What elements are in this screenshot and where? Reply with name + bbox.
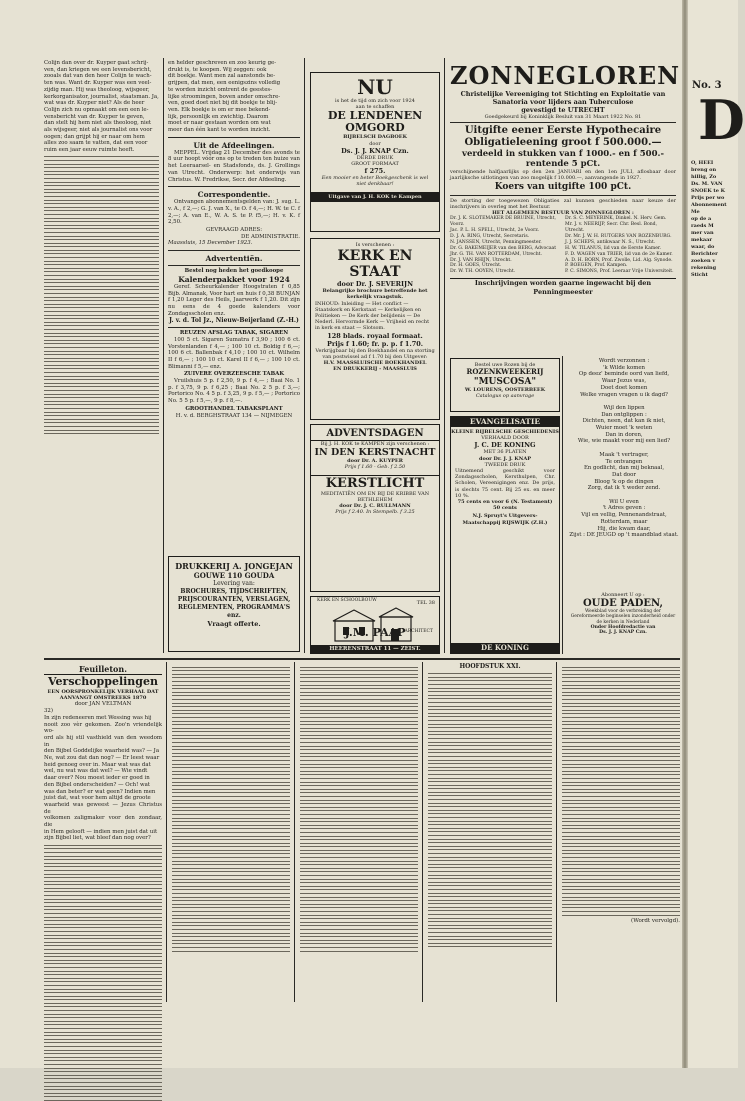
board-member: Dr. S. C. MEYERINK, Dinkel. N. Herv. Gem. [565, 216, 667, 222]
text-line: ten was. Want dr. Kuyper was een veel- [44, 80, 152, 87]
correspondentie-heading: Correspondentie. [197, 190, 271, 200]
jongejan-address: GOUWE 110 GOUDA [193, 571, 275, 580]
poem-line: Wijl den lippen [603, 404, 645, 411]
rozen-title2: "MUSCOSA" [473, 376, 537, 387]
feuilleton-line: Ne, wat zou dat dan nog? — Er leest waar [44, 755, 160, 762]
next-page-snippet: hillig, Zo [691, 174, 717, 180]
poem-line: Dan ontglippen : [601, 411, 647, 418]
text-line: dit boekje. Want men zal aanstonds be- [168, 73, 276, 80]
kalender-intro: Bestel nog heden het goedkoope [184, 268, 284, 275]
kerstlicht-desc: MEDITATIËN OM EN BIJ DE KRIBBE VAN BETHLEHEM [320, 490, 430, 503]
feuilleton-author: door JAN VELTMAN [74, 701, 132, 708]
rozen-name: W. LOURENS, OOSTERBEEK [464, 387, 546, 394]
poem-line: Wuier moet 'k weten [595, 425, 653, 432]
feuilleton-line: In zijn redeneeren met Wessing was hij [44, 714, 152, 721]
paap-tel: TEL 38 [416, 600, 435, 606]
poem-line: Welke vragen vragen u ik dagd? [580, 391, 668, 398]
advent-title: IN DEN KERSTNACHT [314, 447, 436, 459]
poem-line: Wil U even [609, 498, 639, 505]
text-line: moet er naar gestaan worden om wat [168, 120, 271, 127]
nu-sub: BIJBELSCH DAGBOEK [343, 134, 407, 141]
jongejan-name: DRUKKERIJ A. JONGEJAN [175, 561, 293, 571]
column-1-text [44, 60, 159, 650]
feuilleton-line: daar over? Nou moest ieder er goed in [44, 775, 150, 782]
text-line: lijke stroomingen, boven ander omschre- [168, 93, 281, 100]
zonnegloren-ad [450, 61, 681, 352]
poem-line: Rotterdam, maar [600, 518, 648, 525]
board-member: Jac. P. L. H. SPELL, Utrecht, 2e Voorz. [450, 228, 540, 234]
zonnegloren-rate: rentende 5 pCt. [525, 159, 601, 170]
kerstlicht-price: Prijs f 2.40. In Stempelb. f 3.25 [335, 509, 415, 516]
feuilleton-line: heid genoeg over in. Maar wat was dat [44, 761, 151, 768]
poem-line: 'k Wilde komen [603, 364, 645, 371]
zonnegloren-payable: verschijnende halfjaarlijks op den 2en JANUARI en den 1en JULI, aflosbaar door jaarlijksche uitlotingen van zoo mogelijk f 10.000.—, aanvangende in 1927. [450, 169, 676, 182]
board-member: P. C. SIMONS, Prof. Leeraar Vrije Universiteit. [565, 269, 674, 275]
next-page-snippet: op de a [691, 216, 712, 222]
poem-line: Te ontvangen [605, 458, 643, 465]
kerstlicht-title: KERSTLICHT [311, 475, 439, 491]
text-line: zooals dat van den heer Colijn te wach- [44, 73, 152, 80]
poem-line: Zorg, dat ik 't weder zend. [587, 485, 661, 492]
next-page-snippet: mer van [691, 230, 714, 236]
next-page-snippet: raeds M [691, 223, 714, 229]
board-member: Dr. Mr. J. W. H. RUTGERS VAN ROZENBURG. [565, 233, 672, 239]
board-member: Dr. J. VAN RHIJN, Utrecht. [450, 257, 512, 263]
reuzen-text: 100 5 ct. Sigaren Sumatra f 3,90 ; 100 6 ct. Vorstenlanden f 4,— ; 100 10 ct. Boldig f 6,—; 100 6 ct. Ballenbak f 4,10 ; 100 10 ct. Wilhelm II f 6,— ; 100 10 ct. Karel II f 6,— ; 100 10 ct. Blimanni f 5,— enz. [168, 336, 300, 370]
text-line: lijk, persoonlijk en zwichtig. Daarom [168, 113, 269, 120]
administratie-sign: DE ADMINISTRATIE. [241, 233, 300, 240]
board-member: A. D. H. BORN, Prof. Zwolle, Lid. Alg. Synode. [565, 257, 673, 263]
nu-by: door [369, 140, 381, 147]
next-page-snippet: O, HEEI [691, 160, 714, 166]
poem-line: Op deez' beminde oord van liefd, [578, 371, 670, 378]
feuilleton-line: wel, nu wat was dat wel? — Wie vindt [44, 768, 148, 775]
poem-line: Hij, die kwam daar, [597, 525, 651, 532]
gevraagd-adres: GEVRAAGD ADRES: [205, 227, 263, 234]
paap-sign: KERK EN SCHOOLBOUW [317, 598, 377, 603]
poem-line [568, 445, 680, 452]
closing-text: (Wordt vervolgd). [631, 918, 680, 925]
evangelisatie-koning: DE KONING [451, 643, 559, 653]
next-page-masthead-letter: D [698, 88, 745, 152]
text-line: oogen; dan grijpt hij er naar om hem [44, 133, 145, 140]
rozen-catalog: Catalogus op aanvrage [475, 393, 535, 400]
nu-name2: OMGORD [345, 121, 405, 135]
kerk-pub2: EN DRUKKERIJ - MAASSLUIS [333, 366, 417, 373]
next-page-snippet: Sticht [691, 272, 708, 278]
feuilleton-line: den Bijbel Goddelijke waarheid was? — Ja [44, 748, 160, 755]
feuilleton-line: in Hem gelooft — indien men juist dat uit [44, 828, 158, 835]
groothandel-addr: H. v. d. BERGHSTRAAT 134 — NIJMEGEN [175, 412, 293, 419]
feuilleton-line: juist dat, wat voor hem altijd de groote [44, 795, 151, 802]
next-page-snippet: waar, do [691, 244, 715, 250]
board-member: J. J. SCHEPS, antikwaar N. S., Utrecht. [565, 239, 656, 245]
nu-publisher: Uitgave van J. H. KOK te Kampen [311, 192, 439, 202]
oude-paden-ad [568, 592, 678, 652]
jongejan-ad [168, 556, 300, 652]
poem-column [568, 358, 680, 586]
jongejan-offerte: Vraagt offerte. [207, 620, 261, 628]
evangelisatie-text: Uitnemend geschikt voor Zondagsscholen, Kersthulpen, Chr. Scholen, Vereenigingen enz. De prijs, is slechts 75 cent. Bij 25 ex. en meer 10 %. [455, 468, 555, 499]
poem-line: Bloog 'k op de dingen [594, 478, 654, 485]
kerk-pages: 128 blads. royaal formaat. [327, 331, 423, 340]
feuilleton-column [44, 664, 162, 1004]
advent-heading: ADVENTSDAGEN [311, 427, 439, 441]
kerstlicht-author: door Dr. J. C. RULLMANN [339, 503, 411, 510]
text-line: alles zoo saam te vatten, dat een voor [44, 140, 148, 147]
evangelisatie-note: VERHAALD DOOR [481, 435, 529, 442]
oude-paden-pre: Abonneert U op : [601, 592, 645, 598]
next-page-number: No. 3 [692, 80, 722, 91]
jongejan-levering: Levering van: [213, 580, 255, 587]
next-page-snippet: SNOEK te K [691, 188, 726, 194]
next-page-snippet: breng on [691, 167, 717, 173]
evangelisatie-publisher: N.J. Spruyt's Uitgevers-Maatschappij RIJSWIJK (Z.H.) [462, 513, 548, 526]
board-member: Dr. J. K. SLOTEMAKER DE BRUINE, Utrecht, Voorz. [450, 216, 556, 228]
zonnegloren-issue: Uitgifte eener Eerste Hypothecaire Obligatieleening groot f 500.000.— [464, 125, 662, 149]
feuilleton-line: nooit zoo vèr gekomen. Zoo'n vriendelijk wo- [44, 721, 162, 735]
poem-line: Maak 't vertrager, [599, 451, 649, 458]
kerk-pub1: H.V. MAASSLUISCHE BOEKHANDEL [323, 360, 427, 367]
text-line: grijpen, dat men, een eenigszins volledig [168, 80, 281, 87]
zonnegloren-seat: gevestigd te UTRECHT [521, 106, 605, 114]
paap-name: J.M. PAAP [344, 626, 406, 639]
evangelisatie-price: 75 cents en voor 6 (N. Testament) 50 cents [457, 499, 553, 512]
nu-ad [310, 72, 440, 232]
text-line: kerkorganisator, journalist, staatsman. Ja, [44, 93, 159, 100]
adventsdagen-ad [310, 424, 440, 592]
zonnegloren-approval: Goedgekeurd bij Koninklijk Besluit van 31 Maart 1922 No. 81 [484, 114, 642, 120]
next-page-snippet: Prijs per wo [691, 195, 725, 201]
zonnegloren-subtitle: Christelijke Vereeniging tot Stichting en Exploitatie van Sanatoria voor lijders aan Tuberculose [460, 90, 666, 106]
zonnegloren-split: verdeeld in stukken van f 1000.- en f 500.- [462, 149, 664, 160]
feuilleton-line: volkomen zaligmaker voor den zondaar, die [44, 815, 162, 829]
zuivere-text: Vruilshuis 5 p. f 2,50, 9 p. f 4,— ; Baai No. 1 p. f 3,75, 9 p. f 6,25 ; Baai No. 2 5 p. f 3,—; Portorico No. 4 5 p. f 3,25, 9 p. f 5,— ; Portorico No. 5 5 p. f 5,—, 9 p. f 8,—. [168, 378, 300, 405]
evangelisatie-ad [450, 416, 560, 654]
text-line: Colijn dan over dr. Kuyper gaat schrij- [44, 60, 149, 66]
rozen-ad [450, 358, 560, 412]
feuilleton-line: was dan beter? er wat geen? Indien men [44, 788, 156, 795]
text-line: ven, dan kriegen we een levensbericht, [44, 66, 152, 73]
board-member: Jhr. G. TH. VAN ROTTERDAM, Utrecht. [450, 251, 542, 257]
feuilleton-line: zijn Bijbel liet, wat bleef dan nog over? [44, 835, 151, 842]
kerk-en-staat-ad [310, 238, 440, 420]
oude-paden-title: OUDE PADEN, [582, 598, 664, 610]
board-member: N. JANSSEN, Utrecht, Penningmeester. [450, 239, 542, 245]
board-member: Dr. W. TH. OOYEN, Utrecht. [450, 269, 516, 275]
text-line: ruim een jaar eeuw ruimte heeft. [44, 147, 135, 154]
feuilleton-part: 32) [44, 708, 53, 715]
text-line: te worden inzicht omtrent de geestes- [168, 86, 273, 93]
advent-price: Prijs f 1.60 - Geb. f 2.50 [344, 464, 406, 471]
feuilleton-line: den Bijbel onderscheiden? — Och! wat [44, 781, 150, 788]
text-line: zijdig man. Hij was theoloog, wijsgeer, [44, 86, 150, 93]
evangelisatie-heading: EVANGELISATIE [451, 417, 559, 427]
text-line: Colijn zich nu opmaakt om een een le- [44, 106, 149, 113]
kalender-text: Geref. Scheurkalender Hoogstraten f 0,85 Bijb. Almanak, Voor hart en huis f 0,38 BUNJAN f 1,20 Leger des Heils, Jaarwerk f 1,20. Dit zijn nu eens de 4 goede kalenders voor Zondagsscholen enz. [168, 283, 300, 317]
oude-paden-desc: Weekblad voor de verbreiding der Gereformeerde beginselen inzonderheid onder de kerken in Nederland [570, 609, 676, 625]
poem-line: En godlicht, dan mij beknaal, [583, 465, 665, 472]
kerk-content: INHOUD: Inleiding — Het conflict — Staatskerk en Kerkstaat — Kerkelijken en Politieken — De Kerk der belijdenis — De Nederl. Hervormde Kerk — Vrijheid en recht in kerk en staat — Slotsom. [315, 300, 430, 332]
zonnegloren-title: ZONNEGLOREN [450, 61, 681, 90]
poem-line: Dichten, neen, dat kan ik niet, [582, 418, 666, 425]
poem-line: Waar Jezus was, [601, 378, 647, 385]
board-member: F. D. WAGEN van TRIER, lid van de 2e Kamer. [565, 251, 673, 257]
text-line: wat was dr. Kuyper niet? Als de heer [44, 100, 145, 107]
zonnegloren-board-heading: HET ALGEMEEN BESTUUR VAN ZONNEGLOREN : [492, 210, 634, 217]
poem-line: Zijst : DE JEUGD op 't maandblad staat. [569, 532, 679, 539]
kerk-title: KERK EN STAAT [337, 248, 413, 281]
board-left-list [450, 216, 561, 275]
poem-line: 't Adres geven : [602, 505, 646, 512]
nu-title: NU [357, 75, 393, 99]
evangelisatie-edition: TWEEDE DRUK [484, 461, 526, 468]
poem-line [568, 492, 680, 499]
afdeelingen-text: MEPPEL. Vrijdag 21 December des avonds te 8 uur hoopt vóór ons op te treden ten huize van het Leeraarsel- en Stadsfonds, ds. J. Grollings van Utrecht. Onderwerp: het onderwijs van Christus. W. Fredrikse, Secr. der Afdeeling. [168, 149, 300, 183]
board-member: H. W. TILANUS, lid van de Eerste Kamer. [565, 245, 662, 251]
bottom-column-2 [172, 664, 290, 1002]
text-line: ven. Elk boekje is om er mee bekend- [168, 106, 271, 113]
zuivere-heading: ZUIVERE OVERZEESCHE TABAK [183, 371, 285, 378]
nu-line1: is het de tijd om zich voor 1924 [335, 98, 415, 104]
paap-role: ARCHITECT [404, 629, 433, 634]
advertentien-heading: Advertentiën. [205, 254, 263, 264]
nu-line2: aan te schaffen [355, 104, 395, 111]
nu-name1: DE LENDENEN [327, 109, 423, 123]
feuilleton-title: Verschoppelingen [48, 675, 158, 688]
groothandel-heading: GROOTHANDEL TABAKSPLANT [185, 405, 283, 412]
evangelisatie-sub: KLEINE BIJBELSCHE GESCHIEDENIS [451, 429, 559, 435]
next-page-snippet: Berichter [691, 251, 718, 257]
oude-paden-edit: Onder Hoofdredactie van [590, 624, 656, 630]
board-member: Mr. J. v. NEERIJP, Secr. Chr. Besl. Bond, Utrecht. [565, 222, 658, 234]
date-line: Maassluis, 15 December 1923. [168, 240, 253, 247]
oude-paden-author: Ds. J. J. KNAP Czn. [599, 630, 647, 636]
next-page-snippet: Abonnement [691, 202, 727, 208]
text-line: vensbericht van dr. Kuyper te geven, [44, 113, 145, 120]
evangelisatie-author: J. C. DE KONING [474, 441, 536, 450]
kerk-price: Prijs f 1.60; fr. p. p. f 1.70. [326, 339, 424, 348]
kalender-publisher: J. v. d. Tol Jz., Nieuw-Beijerland (Z.-H.) [169, 317, 299, 325]
paap-address: HEERENSTRAAT 11 — ZEIST. [311, 645, 439, 653]
next-page-snippet: mekaar [691, 237, 713, 243]
paap-architect-ad [310, 596, 440, 654]
feuilleton-line: waarheid was geweest — Jezus Christus de [44, 801, 162, 815]
bottom-column-5 [562, 664, 680, 1002]
afdeelingen-heading: Uit de Afdeelingen. [193, 140, 275, 150]
chapter-heading: HOOFDSTUK XXI. [459, 663, 521, 670]
poem-line: Vijl en vellig, Pennenandstraat, [581, 512, 667, 519]
nu-author: Ds. J. J. KNAP Czn. [341, 146, 409, 155]
next-page-snippet: zoeken v [691, 258, 716, 264]
poem-line: Dan in doren, [605, 431, 643, 438]
board-member: Dr. G. BAKEMEIJER van den BERG, Advocaat [450, 245, 557, 251]
board-member: D. J. A. RING, Utrecht, Secretaris. [450, 233, 530, 239]
next-page-snippet: Ds. M. VAN [691, 181, 723, 187]
feuilleton-line: ord als hij stil vasthield van den weedom in [44, 734, 162, 748]
zonnegloren-footer: Inschrijvingen worden gaarne ingewacht bij den Penningmeester [450, 278, 676, 297]
zonnegloren-course: Koers van uitgifte 100 pCt. [494, 181, 632, 192]
nu-format: GROOT FORMAAT [351, 161, 399, 168]
zonnegloren-intro: De storting der toegewezen Obligaties zal kunnen geschieden naar keuze der inschrijvers in overleg met het Bestuur. [450, 197, 676, 210]
text-line: meer dan één kant te worden inzicht. [168, 127, 271, 134]
poem-line: Dat door [612, 471, 636, 478]
bottom-column-4 [428, 664, 552, 1002]
bottom-column-3 [300, 664, 418, 1002]
nu-print: DERDE DRUK [356, 154, 394, 161]
kerk-order: Verkrijgbaar bij den Boekhandel en na storting van postwissel ad f 1.70 bij den Uitgever: [315, 347, 435, 360]
text-line: dan stelt hij hem niet als theoloog, niet [44, 120, 152, 127]
advent-author: door Dr. A. KUYPER [347, 458, 403, 465]
rozen-pre: Bestel uwe Rozen bij de [474, 362, 536, 368]
jongejan-products: BROCHURES, TIJDSCHRIFTEN, PRIJSCOURANTEN, VERSLAGEN, REGLEMENTEN, PROGRAMMA'S enz. [177, 588, 291, 619]
reuzen-heading: REUZEN AFSLAG TABAK, SIGAREN [179, 330, 289, 337]
text-line: ven, goed doet niet bij dit boekje te blij- [168, 100, 278, 107]
poem-line: Wie, wie maakt voor mij een lied? [577, 438, 671, 445]
text-line: als wijsgeer, niet als journalist ons voor [44, 127, 153, 134]
correspondentie-text: Ontvangen abonnementsgelden van: J. sug. L. v. A., f 2,—; G. J. van X., te O. f 4,—; H. W. te C. f 2,—; A. van E., W. A. S. te P. f5,—; H. v. K. f 2,50. [168, 199, 300, 226]
poem-line [568, 398, 680, 405]
feuilleton-heading: Feuilleton. [44, 664, 162, 675]
evangelisatie-with: MET 36 PLATEN [483, 449, 527, 456]
board-member: Dr. H. GOES, Utrecht. [450, 263, 502, 269]
poem-line: Doet doet komen [600, 384, 648, 391]
next-page-snippet: Me [691, 209, 700, 215]
feuilleton-subtitle: EEN OORSPRONKELIJK VERHAAL DAT AANVANGT OMSTREEKS 1870 [47, 689, 159, 702]
rozen-title1: ROZENKWEEKERIJ [466, 367, 544, 377]
next-page-fragment [688, 0, 745, 1068]
nu-gift: Een mooier en beter Boekgeschenk is wel niet denkbaar! [321, 175, 429, 188]
evangelisatie-by: door Dr. J. J. KNAP [478, 455, 531, 462]
board-member: P. BOEGEN, Prof. Kampen. [565, 263, 628, 269]
kerk-desc: Belangrijke brochure betreffende het kerkelijk vraagstuk. [322, 288, 428, 301]
kerk-author: door Dr. J. SEVERIJN [336, 280, 414, 289]
advent-pre: Bij J. H. KOK te KAMPEN zijn verschenen : [320, 441, 430, 447]
next-page-snippet: rekening [691, 265, 717, 271]
text-line: drukt is, te koopen. Wij zeggen: ook [168, 66, 267, 73]
kerk-pre: Is verschenen : [355, 242, 395, 248]
text-line: en helder geschreven en zoo keurig ge- [168, 60, 277, 66]
kalender-title: Kalenderpakket voor 1924 [178, 274, 290, 284]
poem-line: Wordt verzonnen : [598, 358, 650, 364]
board-right-list [565, 216, 676, 275]
nu-price: f 275. [364, 167, 386, 176]
